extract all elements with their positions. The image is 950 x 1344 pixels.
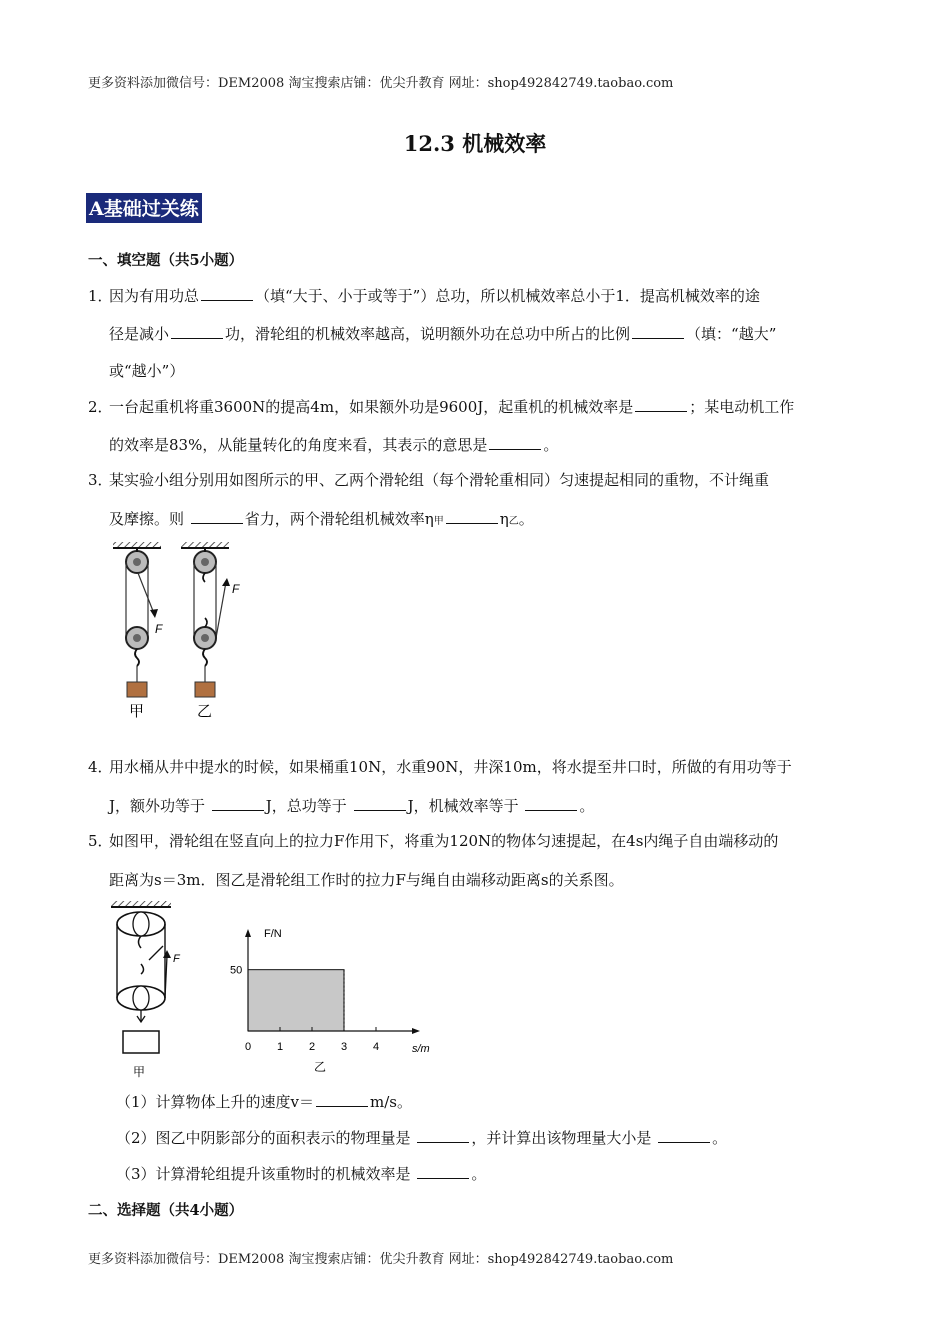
q5-text: （3）计算滑轮组提升该重物时的机械效率是 <box>116 1165 416 1183</box>
q2-line1 <box>88 396 864 417</box>
q3-line2 <box>109 508 885 529</box>
q5-text: m/s。 <box>370 1093 413 1111</box>
q4-text: J，额外功等于 <box>109 797 210 815</box>
load-block <box>123 1031 159 1053</box>
q4-line1 <box>88 756 864 777</box>
q1-text: 功，滑轮组的机械效率越高，说明额外功在总功中所占的比例 <box>225 325 631 343</box>
q4-text: J，总功等于 <box>265 797 352 815</box>
q3-text: 某实验小组分别用如图所示的甲、乙两个滑轮组（每个滑轮重相同）匀速提起相同的重物，不计绳重 <box>109 471 770 489</box>
q3-text: 及摩擦。则 <box>109 510 189 528</box>
fig-label-yi: 乙 <box>197 703 213 720</box>
q5-text: 。 <box>712 1129 728 1147</box>
q2-blank-1[interactable] <box>635 399 687 412</box>
page-header: 更多资料添加微信号：DEM2008 淘宝搜索店铺：优尖升教育 网址：shop492842749.taobao.com <box>88 76 674 91</box>
q5-text: ，并计算出该物理量大小是 <box>471 1129 657 1147</box>
q4-number: 4． <box>88 758 113 776</box>
y-tick-label: 50 <box>230 964 243 977</box>
q1-text: 因为有用功总 <box>109 287 200 305</box>
q4-text: J，机械效率等于 <box>407 797 524 815</box>
q5-text: （1）计算物体上升的速度v＝ <box>116 1093 315 1111</box>
q5-sub1 <box>116 1091 892 1112</box>
q5-number: 5． <box>88 832 113 850</box>
x-tick-label: 0 <box>245 1041 252 1053</box>
force-arrow-a <box>150 609 158 618</box>
q5-sub3 <box>116 1163 892 1184</box>
shaded-area <box>248 970 344 1031</box>
y-axis-label: F/N <box>264 928 282 940</box>
fs-chart <box>222 925 442 1085</box>
x-axis-arrow <box>412 1028 420 1034</box>
q5-sub2 <box>116 1127 892 1148</box>
q3-line1 <box>88 469 864 490</box>
q4-blank-3[interactable] <box>525 798 577 811</box>
part2-heading: 二、选择题（共4小题） <box>88 1202 244 1219</box>
fig-label-yi: 乙 <box>314 1060 327 1074</box>
q5-text: 如图甲，滑轮组在竖直向上的拉力F作用下，将重为120N的物体匀速提起，在4s内绳子自由端移动的 <box>109 832 779 850</box>
q2-number: 2． <box>88 398 113 416</box>
q5-text: 。 <box>471 1165 487 1183</box>
page-title: 12.3 机械效率 <box>403 131 547 156</box>
q5-blank-1[interactable] <box>316 1094 368 1107</box>
q4-blank-1[interactable] <box>212 798 264 811</box>
q1-text: 径是减小 <box>109 325 170 343</box>
force-label-b: F <box>232 582 240 596</box>
q2-text: ；某电动机工作 <box>689 398 795 416</box>
page-footer: 更多资料添加微信号：DEM2008 淘宝搜索店铺：优尖升教育 网址：shop492842749.taobao.com <box>88 1252 674 1267</box>
force-label: F <box>173 953 180 965</box>
q3-subscript-yi: 乙 <box>508 516 519 527</box>
q2-text: 的效率是83%，从能量转化的角度来看，其表示的意思是 <box>109 436 488 454</box>
q5-text: （2）图乙中阴影部分的面积表示的物理量是 <box>116 1129 416 1147</box>
x-tick-label: 2 <box>309 1041 316 1053</box>
q5-line2: 距离为s＝3m．图乙是滑轮组工作时的拉力F与绳自由端移动距离s的关系图。 <box>109 871 624 889</box>
q5-line1 <box>88 830 864 851</box>
q3-subscript-jia: 甲 <box>433 516 444 527</box>
q4-line2 <box>109 795 885 816</box>
q1-line1 <box>88 285 864 306</box>
q1-text: （填“大于、小于或等于”）总功，所以机械效率总小于1．提高机械效率的途 <box>255 287 760 305</box>
x-axis-label: s/m <box>412 1043 430 1055</box>
q3-number: 3． <box>88 471 113 489</box>
q1-line2 <box>109 323 885 344</box>
q1-blank-1[interactable] <box>201 288 253 301</box>
q3-pulley-figure <box>105 538 265 723</box>
fig-label-jia: 甲 <box>133 1065 146 1079</box>
part1-heading: 一、填空题（共5小题） <box>88 252 244 269</box>
force-arrow-b <box>222 578 230 586</box>
x-tick-label: 4 <box>373 1041 380 1053</box>
q3-blank-2[interactable] <box>446 511 498 524</box>
q5-pulley-figure <box>105 898 200 1080</box>
q2-text: 。 <box>543 436 559 454</box>
force-arrow <box>163 950 171 958</box>
x-tick-label: 1 <box>277 1041 284 1053</box>
q2-line2 <box>109 434 885 455</box>
q5-blank-2[interactable] <box>417 1130 469 1143</box>
q1-line3: 或“越小”） <box>109 362 185 380</box>
section-tag: A基础过关练 <box>86 193 202 223</box>
y-axis-arrow <box>245 929 251 937</box>
q3-text: η <box>499 510 509 528</box>
q3-blank-1[interactable] <box>191 511 243 524</box>
weight-a <box>127 682 147 697</box>
q2-blank-2[interactable] <box>489 437 541 450</box>
q4-text: 用水桶从井中提水的时候，如果桶重10N，水重90N，井深10m，将水提至井口时，所做的有用功等于 <box>109 758 792 776</box>
q3-text: 省力，两个滑轮组机械效率η <box>244 510 434 528</box>
q4-blank-2[interactable] <box>354 798 406 811</box>
x-tick-label: 3 <box>341 1041 348 1053</box>
q1-blank-3[interactable] <box>632 326 684 339</box>
q5-blank-3[interactable] <box>658 1130 710 1143</box>
q1-text: （填：“越大” <box>686 325 777 343</box>
q1-number: 1． <box>88 287 113 305</box>
fig-label-jia: 甲 <box>129 703 145 720</box>
weight-b <box>195 682 215 697</box>
q4-text: 。 <box>579 797 595 815</box>
q2-text: 一台起重机将重3600N的提高4m，如果额外功是9600J，起重机的机械效率是 <box>109 398 634 416</box>
q1-blank-2[interactable] <box>171 326 223 339</box>
q5-blank-4[interactable] <box>417 1166 469 1179</box>
q3-text: 。 <box>518 510 534 528</box>
force-label-a: F <box>155 622 163 636</box>
